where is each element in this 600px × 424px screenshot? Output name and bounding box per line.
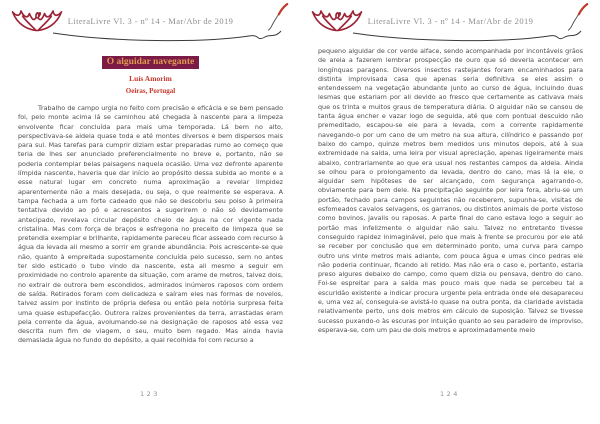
page-header <box>318 5 583 45</box>
ink-flourish-line <box>52 28 283 44</box>
article-location: Oeiras, Portugal <box>125 87 176 95</box>
page-number-left: 123 <box>140 390 160 398</box>
article-body-right: pequeno alguidar de cor verde alface, sendo acompanhada por incontáveis grãos de areia a fazerem lembrar prospecção de ouro que só deveria acontecer em longínquas paragens. Diversos insectos rastejantes foram encaminhados para distinta improvisada casa que apenas seria definitiva se eles assim o entendessem na vegetação abundante junto ao curso de água, incluindo duas lesmas que estariam por ali devido ao fresco que certamente as cativava mais que os trinta e muitos graus de temperatura diária. O alguidar não se cansou de tanta água encher e vazar logo de seguida, até que com pontual descuido não premeditado, escapou-se ele para a levada, com a corrente rapidamente navegando-o por um cano de um metro na sua altura, cilíndrico e passando por baixo do campo, quinze metros bem medidos uns minutos depois, até à sua extremidade na saída, uma leira por visual apreciação, apenas ligeiramente mais abaixo, contrariamente ao que era usual nos restantes campos da aldeia. Ainda se olhou para o prolongamento da levada, dentro do cano, mas lá ia ele, o alguidar sem hipóteses de ser alcançado, com segurança agarrando-o, obviamente para bem dele. Na precipitação seguinte por leira fora, abriu-se um portão, fechado para campos seguintes não receberem, supunha-se, visitas de esfomeados cavalos selvagens, os garranos, ou distintos animais de porte vistoso como bovinos, javalis ou raposas. A parte final do cano estava logo a seguir ao portão mas infelizmente o alguidar não saiu. Talvez no entretanto tivesse conseguido rapidez inimaginável, pelo que mais à frente se procurou por ele até se receber por conclusão que em determinado ponto, uma curva para campo outro uns vinte metros mais adiante, com pouca água e umas cinco pedras ele não poderia continuar, ficando ali retido. Mas não era o caso e, portanto, estaria preso algures debaixo do campo, como quem dizia ou pensava, dentro do cano. Foi-se espreitar para a saída mas pouco mais que nada se percebeu tal a escuridão existente a indicar procura urgente pela entrada onde ele desapareceu e, uma vez aí, conseguia-se avistá-lo quase na outra ponta, da claridade avistada relativamente perto, uns dois metros em cálculo de suposição. Talvez se tivesse sucesso puxando-o às escuras por intuição quanto ao seu paradeiro de improviso, esperava-se, com um pau de dois metros e aproximadamente meio <box>318 47 583 334</box>
journal-title: LiteraLivre Vl. 3 - nº 14 - Mar/Abr de 2019 <box>367 16 534 26</box>
journal-title: LiteraLivre Vl. 3 - nº 14 - Mar/Abr de 2019 <box>67 16 234 26</box>
article-title: O alguidar navegante <box>102 56 199 69</box>
article-body-left: Trabalho de campo urgia no feito com precisão e eficácia e se bem pensado foi, pelo monte acima lá se caminhou até chegada à nascente para a limpeza envolvente ficar concluída para mais uma temporada. Lá bem no alto, perspectivava-se aldeia quase toda e até montes diversos e bem dispersos mais para sul. Mas tarefas para cumprir diziam estar preparadas rumo ao começo que teria de lhes ser anunciado preferencialmente no breve e, portanto, não se poderia contemplar belas paisagens naquela ocasião. Uma vez defronte aparente límpida nascente, haveria que dar início ao propósito dessa subida ao monte e a esse natural lugar em concreto numa aproximação a revelar limpidez aparentemente não a mais desejada, ou seja, o que realmente se esperava. A tampa fechada a um forte cadeado que não se descobriu seu poiso à primeira tentativa devido ao pó e acrescentos a sugerirem o não só devidamente antecipado, revelava circular depósito cheio de água na cor vigente nada cristalina. Mas com força de braços e esfregona no preceito de limpeza que se pretendia exemplar e brilhante, rapidamente pareceu ficar asseado com recurso à água da levada ali mesmo a sorrir em grande abundância. Pois acrescente-se que não, quanto à empreitada supostamente concluída pelo sucesso, sem no antes ter sido esticado o tubo vindo da nascente, esta ali mesmo a seguir em proximidade no controlo aparente da situação, com arame de metros, talvez dois, no extrair de outrora bem escondidos, admirados inúmeros raposos com ordem de saída. Retirados foram com delicadeza e saíram eles nas formas de novelos, talvez assim por instinto de própria defesa ou então pela notória surpresa feita uma quase estupefacção. Outrora raízes provenientes da terra, arrastadas eram pela corrente da água, avolumando-se na designação de raposos até essa vez descrita num fim de viagem, o seu, muito bem regado. Mas ainda havia demasiada água no fundo do depósito, a qual recolhida foi com recurso a <box>18 104 283 345</box>
article-author: Luís Amorim <box>129 74 172 83</box>
article-title-row <box>18 49 283 69</box>
page-header <box>18 5 283 45</box>
page-right <box>300 0 600 424</box>
page-number-right: 124 <box>440 390 460 398</box>
ink-flourish-line <box>352 28 583 44</box>
